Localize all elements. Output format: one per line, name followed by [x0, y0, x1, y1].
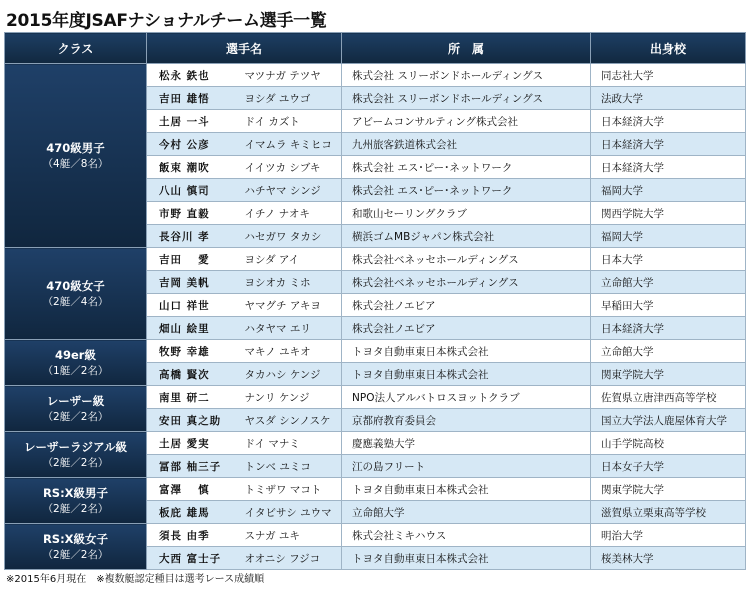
school: 福岡大学: [591, 179, 746, 202]
athlete-name: 土居 一斗: [147, 110, 235, 133]
affiliation: トヨタ自動車東日本株式会社: [342, 478, 591, 501]
school: 関東学院大学: [591, 363, 746, 386]
table-row: [5, 64, 746, 87]
school: 山手学院高校: [591, 432, 746, 455]
class-name: RS:X級男子: [42, 485, 109, 500]
athlete-kana: ヨシオカ ミホ: [235, 271, 342, 294]
affiliation: 江の島フリート: [342, 455, 591, 478]
class-cell: [5, 386, 147, 432]
affiliation: 株式会社ノエビア: [342, 294, 591, 317]
school: 日本経済大学: [591, 133, 746, 156]
athlete-name: 今村 公彦: [147, 133, 235, 156]
school: 日本経済大学: [591, 156, 746, 179]
school: 日本経済大学: [591, 110, 746, 133]
page-title: 2015年度JSAFナショナルチーム選手一覧: [6, 11, 327, 31]
athlete-name: 大西 富士子: [147, 547, 235, 570]
affiliation: 株式会社 スリーボンドホールディングス: [342, 87, 591, 110]
school: 立命館大学: [591, 340, 746, 363]
athlete-name: 南里 研二: [147, 386, 235, 409]
athlete-kana: ドイ マナミ: [235, 432, 342, 455]
school: 立命館大学: [591, 271, 746, 294]
affiliation: 立命館大学: [342, 501, 591, 524]
affiliation: 株式会社 エス･ピー･ネットワーク: [342, 179, 591, 202]
athlete-name: 松永 鉄也: [147, 64, 235, 87]
class-cell: [5, 524, 147, 570]
athlete-name: 長谷川 孝: [147, 225, 235, 248]
athlete-kana: ヨシダ ユウゴ: [235, 87, 342, 110]
affiliation: 和歌山セーリングクラブ: [342, 202, 591, 225]
athlete-kana: イチノ ナオキ: [235, 202, 342, 225]
athlete-name: 板庇 雄馬: [147, 501, 235, 524]
athlete-kana: ドイ カズト: [235, 110, 342, 133]
athlete-name: 富澤 慎: [147, 478, 235, 501]
affiliation: 株式会社ミキハウス: [342, 524, 591, 547]
table-row: [5, 478, 746, 501]
table-row: [5, 340, 746, 363]
class-count: （2艇／2名）: [42, 548, 109, 561]
class-name: レーザー級: [46, 393, 105, 408]
school: 早稲田大学: [591, 294, 746, 317]
athlete-kana: イタビサシ ユウマ: [235, 501, 342, 524]
affiliation: 九州旅客鉄道株式会社: [342, 133, 591, 156]
athlete-kana: オオニシ フジコ: [235, 547, 342, 570]
affiliation: 株式会社 スリーボンドホールディングス: [342, 64, 591, 87]
athlete-name: 飯束 潮吹: [147, 156, 235, 179]
athlete-name: 市野 直毅: [147, 202, 235, 225]
school: 滋賀県立栗東高等学校: [591, 501, 746, 524]
class-count: （1艇／2名）: [42, 364, 109, 377]
table-row: [5, 432, 746, 455]
athlete-kana: マキノ ユキオ: [235, 340, 342, 363]
affiliation: トヨタ自動車東日本株式会社: [342, 340, 591, 363]
table-row: [5, 248, 746, 271]
athlete-kana: イイツカ シブキ: [235, 156, 342, 179]
table-row: [5, 524, 746, 547]
class-name: 470級男子: [46, 140, 105, 155]
class-count: （2艇／4名）: [42, 295, 109, 308]
header-athlete: 選手名: [147, 33, 342, 64]
affiliation: 京都府教育委員会: [342, 409, 591, 432]
athlete-name: 土居 愛実: [147, 432, 235, 455]
class-name: 470級女子: [46, 278, 105, 293]
athlete-name: 冨部 柚三子: [147, 455, 235, 478]
athlete-name: 八山 慎司: [147, 179, 235, 202]
athlete-kana: ヨシダ アイ: [235, 248, 342, 271]
affiliation: 株式会社ベネッセホールディングス: [342, 248, 591, 271]
athlete-kana: スナガ ユキ: [235, 524, 342, 547]
athlete-kana: マツナガ テツヤ: [235, 64, 342, 87]
affiliation: アビームコンサルティング株式会社: [342, 110, 591, 133]
affiliation: 株式会社ノエビア: [342, 317, 591, 340]
athlete-kana: ハセガワ タカシ: [235, 225, 342, 248]
athlete-name: 吉田 雄悟: [147, 87, 235, 110]
school: 国立大学法人鹿屋体育大学: [591, 409, 746, 432]
athlete-name: 須長 由季: [147, 524, 235, 547]
school: 日本経済大学: [591, 317, 746, 340]
class-cell: [5, 64, 147, 248]
footnote: ※2015年6月現在 ※複数艇認定種目は選考レース成績順: [6, 574, 265, 585]
athlete-kana: ヤスダ シンノスケ: [235, 409, 342, 432]
athlete-name: 吉田 愛: [147, 248, 235, 271]
school: 関西学院大学: [591, 202, 746, 225]
class-count: （4艇／8名）: [42, 157, 109, 170]
affiliation: 株式会社 エス･ピー･ネットワーク: [342, 156, 591, 179]
school: 桜美林大学: [591, 547, 746, 570]
class-count: （2艇／2名）: [42, 410, 109, 423]
class-cell: [5, 432, 147, 478]
school: 法政大学: [591, 87, 746, 110]
athlete-kana: タカハシ ケンジ: [235, 363, 342, 386]
class-count: （2艇／2名）: [42, 456, 109, 469]
athlete-kana: トミザワ マコト: [235, 478, 342, 501]
class-name: 49er級: [55, 347, 96, 362]
class-cell: [5, 248, 147, 340]
school: 佐賀県立唐津西高等学校: [591, 386, 746, 409]
athlete-name: 吉岡 美帆: [147, 271, 235, 294]
athlete-name: 高橋 賢次: [147, 363, 235, 386]
affiliation: 慶應義塾大学: [342, 432, 591, 455]
class-name: RS:X級女子: [42, 531, 109, 546]
table-body: [5, 64, 746, 570]
athlete-kana: トンベ ユミコ: [235, 455, 342, 478]
header-class: クラス: [5, 33, 147, 64]
class-cell: [5, 478, 147, 524]
affiliation: トヨタ自動車東日本株式会社: [342, 363, 591, 386]
affiliation: トヨタ自動車東日本株式会社: [342, 547, 591, 570]
school: 同志社大学: [591, 64, 746, 87]
school: 福岡大学: [591, 225, 746, 248]
school: 日本大学: [591, 248, 746, 271]
athlete-name: 牧野 幸雄: [147, 340, 235, 363]
athlete-name: 畑山 絵里: [147, 317, 235, 340]
class-count: （2艇／2名）: [42, 502, 109, 515]
table-row: [5, 386, 746, 409]
national-team-table: [4, 32, 746, 570]
table-header-row: [5, 33, 746, 64]
athlete-name: 山口 祥世: [147, 294, 235, 317]
athlete-kana: ヤマグチ アキヨ: [235, 294, 342, 317]
header-school: 出身校: [591, 33, 746, 64]
school: 明治大学: [591, 524, 746, 547]
class-name: レーザーラジアル級: [23, 439, 128, 454]
affiliation: 株式会社ベネッセホールディングス: [342, 271, 591, 294]
athlete-kana: ハチヤマ シンジ: [235, 179, 342, 202]
athlete-kana: イマムラ キミヒコ: [235, 133, 342, 156]
school: 日本女子大学: [591, 455, 746, 478]
school: 関東学院大学: [591, 478, 746, 501]
class-cell: [5, 340, 147, 386]
athlete-name: 安田 真之助: [147, 409, 235, 432]
affiliation: NPO法人アルバトロスヨットクラブ: [342, 386, 591, 409]
header-affiliation: 所 属: [342, 33, 591, 64]
athlete-kana: ハタヤマ エリ: [235, 317, 342, 340]
athlete-kana: ナンリ ケンジ: [235, 386, 342, 409]
affiliation: 横浜ゴムMBジャパン株式会社: [342, 225, 591, 248]
